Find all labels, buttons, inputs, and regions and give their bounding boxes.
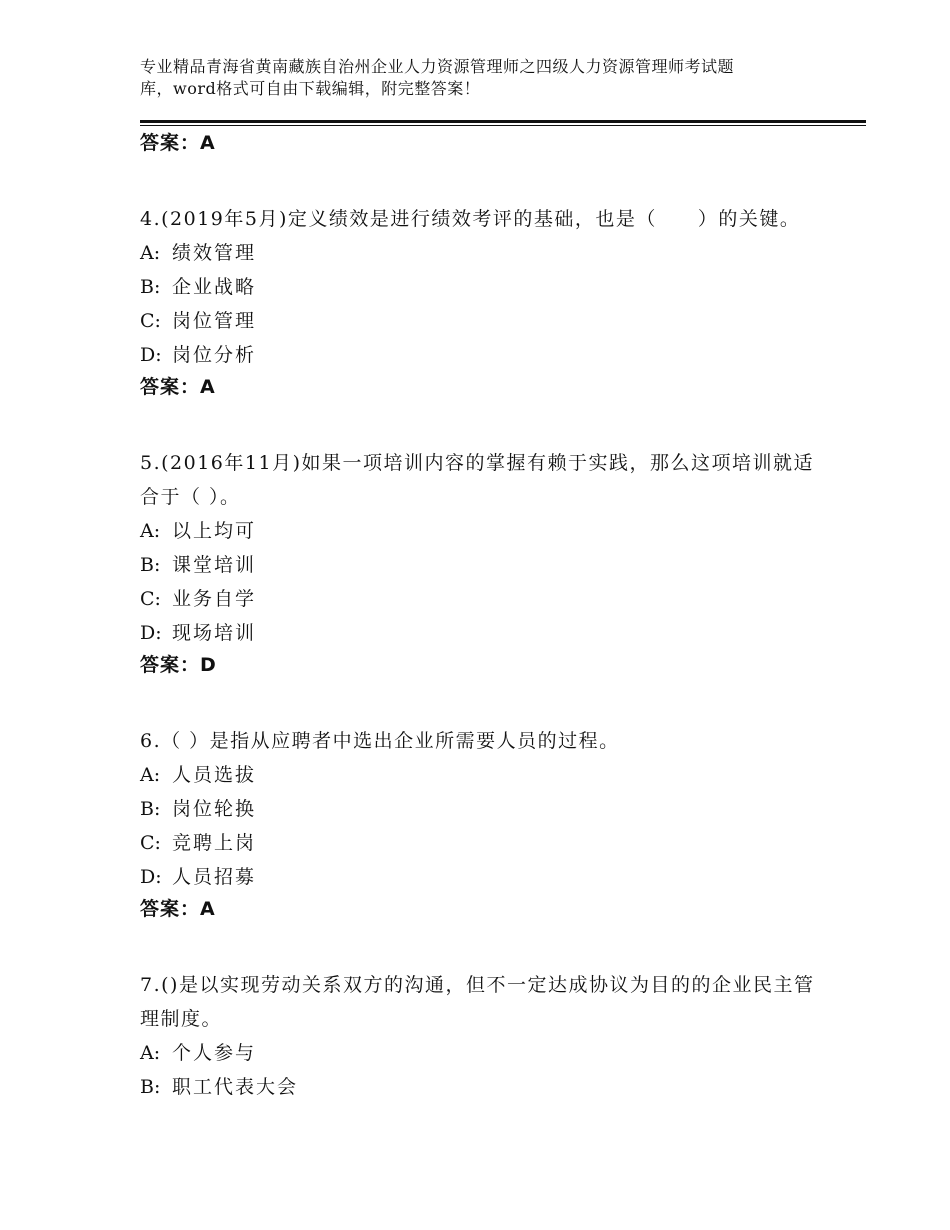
question-stem: 4.(2019年5月)定义绩效是进行绩效考评的基础，也是（ ）的关键。 <box>140 208 801 230</box>
answer-line: 答案：A <box>140 376 216 398</box>
option-text: 岗位管理 <box>172 310 257 332</box>
option-text: 人员选拔 <box>172 764 257 786</box>
question-4 <box>140 202 820 402</box>
option-key: A: <box>140 764 161 786</box>
option-b <box>140 270 820 304</box>
header-rule-thin <box>140 125 866 126</box>
option-d <box>140 338 820 372</box>
option-text: 业务自学 <box>172 588 257 610</box>
option-key: B: <box>140 554 161 576</box>
question-5 <box>140 446 820 680</box>
option-a <box>140 514 820 548</box>
answer-line: 答案：D <box>140 654 217 676</box>
option-key: C: <box>140 310 161 332</box>
option-text: 个人参与 <box>172 1042 257 1064</box>
option-key: A: <box>140 520 161 542</box>
option-key: B: <box>140 798 161 820</box>
document-header <box>140 56 830 100</box>
option-c <box>140 304 820 338</box>
option-a <box>140 758 820 792</box>
option-text: 课堂培训 <box>172 554 257 576</box>
option-key: D: <box>140 344 162 366</box>
option-c <box>140 826 820 860</box>
question-list <box>140 128 820 1104</box>
option-key: C: <box>140 588 161 610</box>
option-b <box>140 792 820 826</box>
option-a <box>140 1036 820 1070</box>
option-d <box>140 616 820 650</box>
option-key: C: <box>140 832 161 854</box>
option-text: 职工代表大会 <box>172 1076 299 1098</box>
option-text: 岗位轮换 <box>172 798 257 820</box>
option-text: 岗位分析 <box>172 344 257 366</box>
option-b <box>140 1070 820 1104</box>
header-line-1: 专业精品青海省黄南藏族自治州企业人力资源管理师之四级人力资源管理师考试题 <box>140 57 735 76</box>
option-key: B: <box>140 276 161 298</box>
question-stem: 7.()是以实现劳动关系双方的沟通，但不一定达成协议为目的的企业民主管理制度。 <box>140 974 815 1030</box>
question-stem: 5.(2016年11月)如果一项培训内容的掌握有赖于实践，那么这项培训就适合于（ ）。 <box>140 452 814 508</box>
option-c <box>140 582 820 616</box>
option-d <box>140 860 820 894</box>
option-a <box>140 236 820 270</box>
question-7 <box>140 968 820 1104</box>
option-key: A: <box>140 1042 161 1064</box>
option-text: 绩效管理 <box>172 242 257 264</box>
option-text: 企业战略 <box>172 276 257 298</box>
option-key: B: <box>140 1076 161 1098</box>
question-stem: 6.（ ）是指从应聘者中选出企业所需要人员的过程。 <box>140 730 620 752</box>
answer-line: 答案：A <box>140 132 216 154</box>
option-b <box>140 548 820 582</box>
answer-line: 答案：A <box>140 898 216 920</box>
option-text: 竞聘上岗 <box>172 832 257 854</box>
option-text: 现场培训 <box>172 622 257 644</box>
header-line-2: 库，word格式可自由下载编辑，附完整答案！ <box>140 79 481 98</box>
option-key: D: <box>140 622 162 644</box>
header-rule-thick <box>140 120 866 123</box>
option-key: D: <box>140 866 162 888</box>
option-text: 以上均可 <box>172 520 257 542</box>
question-6 <box>140 724 820 924</box>
option-text: 人员招募 <box>172 866 257 888</box>
option-key: A: <box>140 242 161 264</box>
